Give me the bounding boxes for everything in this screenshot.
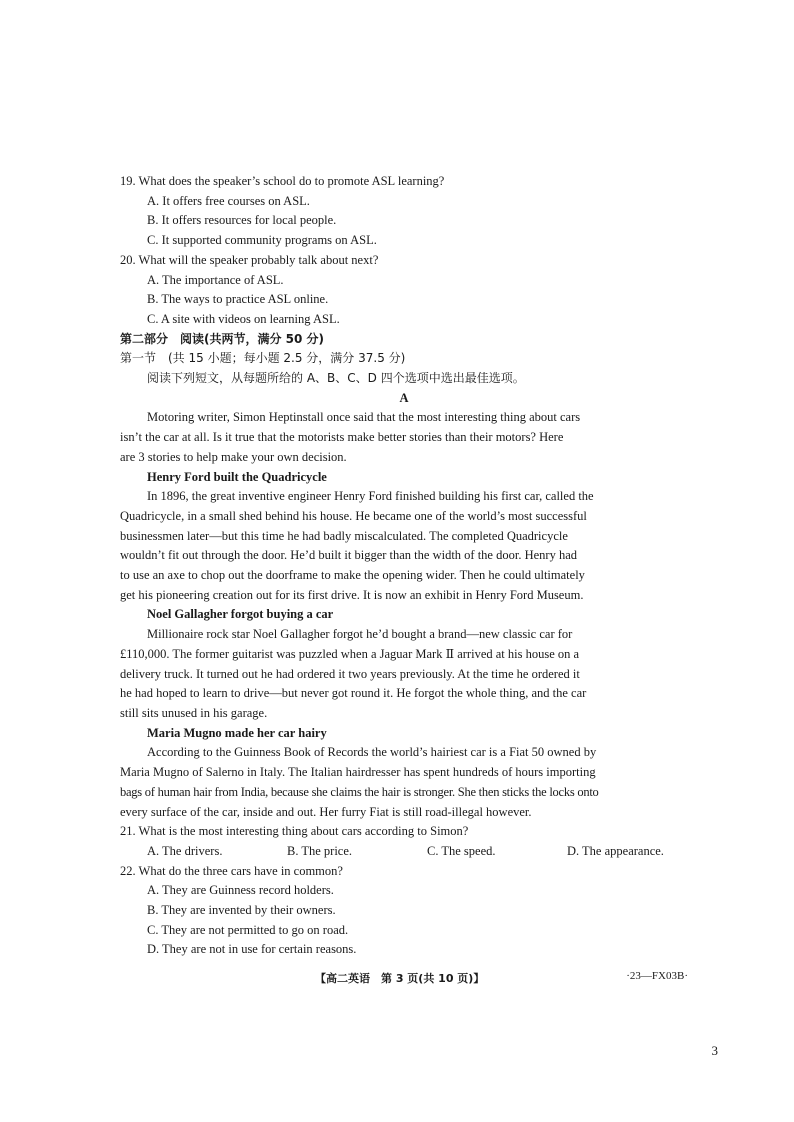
- story-3-line-3: bags of human hair from India, because she claims the hair is stronger. She then sticks the locks onto: [120, 784, 599, 799]
- story-3-heading: Maria Mugno made her car hairy: [147, 725, 327, 740]
- story-2-line-2: £110,000. The former guitarist was puzzled when a Jaguar Mark Ⅱ arrived at his house on a: [120, 646, 580, 661]
- intro-line-1: Motoring writer, Simon Heptinstall once said that the most interesting thing about cars: [147, 410, 581, 425]
- story-1-line-4: wouldn’t fit out through the door. He’d built it bigger than the width of the door. Henry had: [120, 548, 577, 563]
- question-21: 21. What is the most interesting thing about cars according to Simon?: [120, 824, 469, 839]
- question-19-option-a: A. It offers free courses on ASL.: [147, 193, 310, 208]
- question-20-option-b: B. The ways to practice ASL online.: [147, 292, 329, 307]
- story-1-line-6: get his pioneering creation out for its first drive. It is now an exhibit in Henry Ford Museum.: [120, 587, 584, 602]
- story-2-line-4: he had hoped to learn to drive—but never got round it. He forgot the whole thing, and the car: [120, 686, 587, 701]
- story-3-line-2: Maria Mugno of Salerno in Italy. The Italian hairdresser has spent hundreds of hours importing: [120, 765, 596, 780]
- question-20-option-c: C. A site with videos on learning ASL.: [147, 311, 340, 326]
- intro-line-3: are 3 stories to help make your own decision.: [120, 449, 347, 464]
- question-21-option-d: D. The appearance.: [567, 843, 664, 858]
- passage-label: A: [399, 390, 409, 405]
- question-21-option-c: C. The speed.: [427, 843, 496, 858]
- question-21-options: [147, 842, 688, 862]
- question-22-option-b: B. They are invented by their owners.: [147, 903, 336, 918]
- page-content: [120, 172, 688, 960]
- page-number: 3: [711, 1043, 718, 1058]
- story-2-line-1: Millionaire rock star Noel Gallagher forgot he’d bought a brand—new classic car for: [147, 627, 573, 642]
- question-22-option-a: A. They are Guinness record holders.: [147, 883, 334, 898]
- footer-page-info: 【高二英语 第 3 页(共 10 页)】: [315, 972, 485, 985]
- story-1-line-3: businessmen later—but this time he had badly miscalculated. The completed Quadricycle: [120, 528, 568, 543]
- story-3-line-4: every surface of the car, inside and out. Her furry Fiat is still road-illegal however.: [120, 804, 532, 819]
- story-1-line-5: to use an axe to chop out the doorframe to make the opening wider. Then he could ultimately: [120, 568, 585, 583]
- question-19-option-b: B. It offers resources for local people.: [147, 213, 337, 228]
- section-one-heading: 第一节 (共 15 小题；每小题 2.5 分，满分 37.5 分): [120, 351, 406, 366]
- question-20: 20. What will the speaker probably talk about next?: [120, 252, 379, 267]
- story-3-line-1: According to the Guinness Book of Records the world’s hairiest car is a Fiat 50 owned by: [147, 745, 597, 760]
- footer-code: ·23—FX03B·: [626, 970, 688, 982]
- reading-instruction: 阅读下列短文，从每题所给的 A、B、C、D 四个选项中选出最佳选项。: [147, 371, 525, 386]
- question-21-option-b: B. The price.: [287, 843, 353, 858]
- question-22-option-d: D. They are not in use for certain reasons.: [147, 942, 357, 957]
- intro-line-2: isn’t the car at all. Is it true that the motorists make better stories than their motors? Here: [120, 430, 564, 445]
- story-1-line-1: In 1896, the great inventive engineer Henry Ford finished building his first car, called the: [147, 489, 594, 504]
- story-1-heading: Henry Ford built the Quadricycle: [147, 469, 327, 484]
- story-1-line-2: Quadricycle, in a small shed behind his house. He became one of the world’s most successful: [120, 508, 587, 523]
- part-two-heading: 第二部分 阅读(共两节，满分 50 分): [120, 331, 325, 346]
- story-2-heading: Noel Gallagher forgot buying a car: [147, 607, 334, 622]
- question-21-option-a: A. The drivers.: [147, 843, 223, 858]
- question-22: 22. What do the three cars have in common?: [120, 863, 343, 878]
- question-22-option-c: C. They are not permitted to go on road.: [147, 922, 349, 937]
- story-2-line-3: delivery truck. It turned out he had ordered it two years previously. At the time he ordered it: [120, 666, 580, 681]
- question-19-option-c: C. It supported community programs on ASL.: [147, 233, 377, 248]
- story-2-line-5: still sits unused in his garage.: [120, 705, 268, 720]
- question-20-option-a: A. The importance of ASL.: [147, 272, 284, 287]
- question-19: 19. What does the speaker’s school do to promote ASL learning?: [120, 174, 445, 188]
